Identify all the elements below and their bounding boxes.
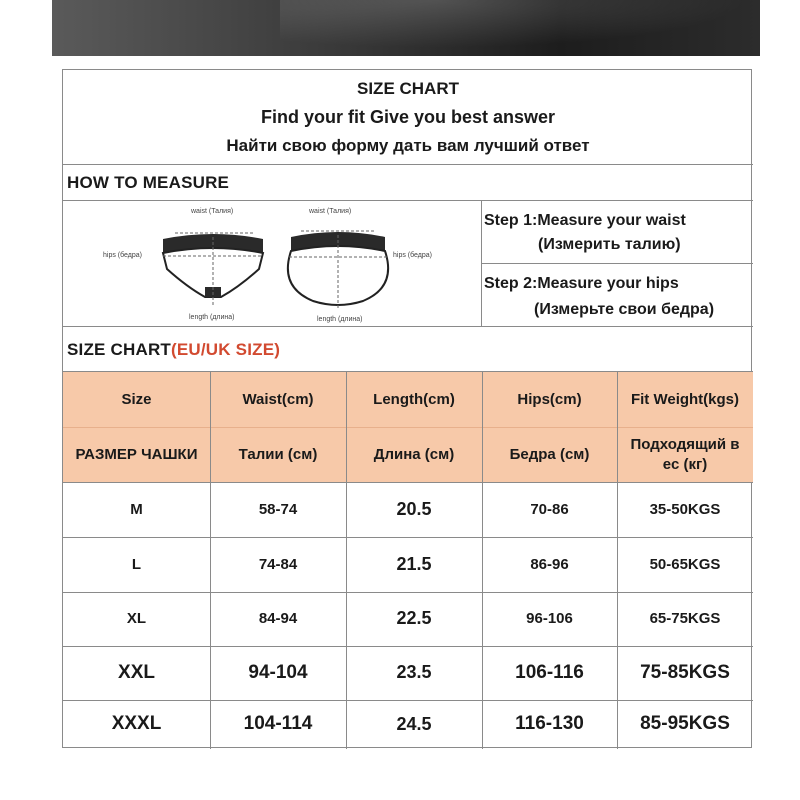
- waist-label-right: waist (Талия): [309, 208, 352, 215]
- header-ru-size: РАЗМЕР ЧАШКИ: [75, 445, 198, 463]
- chart-subtitle-ru: Найти свою форму дать вам лучший ответ: [226, 136, 590, 155]
- cell-hips-row-4: 116-130: [515, 713, 584, 735]
- cell-hips-row-2: 96-106: [526, 610, 573, 628]
- cell-waist-row-3: 94-104: [248, 661, 308, 683]
- cell-weight-row-0: 35-50KGS: [649, 500, 721, 518]
- size-chart-label: SIZE CHART(EU/UK SIZE): [67, 340, 281, 359]
- cell-hips-row-0: 70-86: [530, 500, 569, 518]
- step-1-title: Step 1:Measure your waist: [484, 212, 686, 229]
- size-chart-sheet: [62, 69, 752, 748]
- cell-length-row-4: 24.5: [396, 713, 432, 734]
- cell-weight-row-3: 75-85KGS: [640, 661, 730, 683]
- header-ru-waist: Талии (см): [238, 445, 318, 463]
- length-label-left: length (длина): [189, 314, 235, 321]
- header-ru-hips: Бедра (см): [509, 445, 590, 463]
- cell-length-row-1: 21.5: [396, 553, 432, 574]
- cell-length-row-2: 22.5: [396, 608, 432, 629]
- cell-waist-row-2: 84-94: [258, 610, 298, 628]
- size-chart-region: (EU/UK SIZE): [171, 340, 281, 359]
- length-label-right: length (длина): [317, 316, 363, 323]
- header-waist: Waist(cm): [242, 390, 314, 408]
- header-ru-weight: Подходящий в ес (кг): [630, 436, 740, 473]
- how-to-measure-label: HOW TO MEASURE: [67, 173, 230, 192]
- step-1-subtitle: (Измерить талию): [538, 236, 681, 253]
- cell-hips-row-3: 106-116: [515, 661, 584, 683]
- cell-waist-row-4: 104-114: [243, 713, 313, 735]
- cell-weight-row-4: 85-95KGS: [640, 713, 730, 735]
- header-size: Size: [121, 390, 152, 408]
- cell-size-row-2: XL: [126, 610, 147, 628]
- brief-front-illustration: [163, 233, 263, 305]
- measure-diagram: [63, 201, 481, 326]
- cell-hips-row-1: 86-96: [530, 555, 569, 573]
- cell-waist-row-0: 58-74: [258, 500, 298, 518]
- hips-label-right: hips (бедра): [393, 252, 432, 259]
- step-2-subtitle: (Измерьте свои бедра): [534, 301, 715, 318]
- step-2-title: Step 2:Measure your hips: [484, 275, 679, 292]
- cell-weight-row-2: 65-75KGS: [649, 610, 721, 628]
- waist-label-left: waist (Талия): [191, 208, 234, 215]
- cell-weight-row-1: 50-65KGS: [649, 555, 721, 573]
- cell-length-row-3: 23.5: [396, 662, 432, 683]
- cell-length-row-0: 20.5: [396, 498, 432, 519]
- cell-size-row-0: M: [130, 500, 143, 518]
- chart-title: SIZE CHART: [357, 79, 459, 98]
- header-hips: Hips(cm): [517, 390, 582, 408]
- header-ru-length: Длина (см): [373, 445, 455, 463]
- cell-size-row-4: XXXL: [111, 713, 162, 735]
- chart-subtitle-en: Find your fit Give you best answer: [260, 107, 556, 127]
- header-length: Length(cm): [373, 390, 455, 408]
- header-weight: Fit Weight(kgs): [630, 390, 740, 408]
- product-photo-strip: [0, 0, 800, 56]
- cell-size-row-3: XXL: [118, 661, 155, 683]
- cell-size-row-1: L: [131, 555, 142, 573]
- cell-waist-row-1: 74-84: [258, 555, 298, 573]
- hips-label-left: hips (бедра): [103, 252, 142, 259]
- brief-back-illustration: [288, 231, 388, 309]
